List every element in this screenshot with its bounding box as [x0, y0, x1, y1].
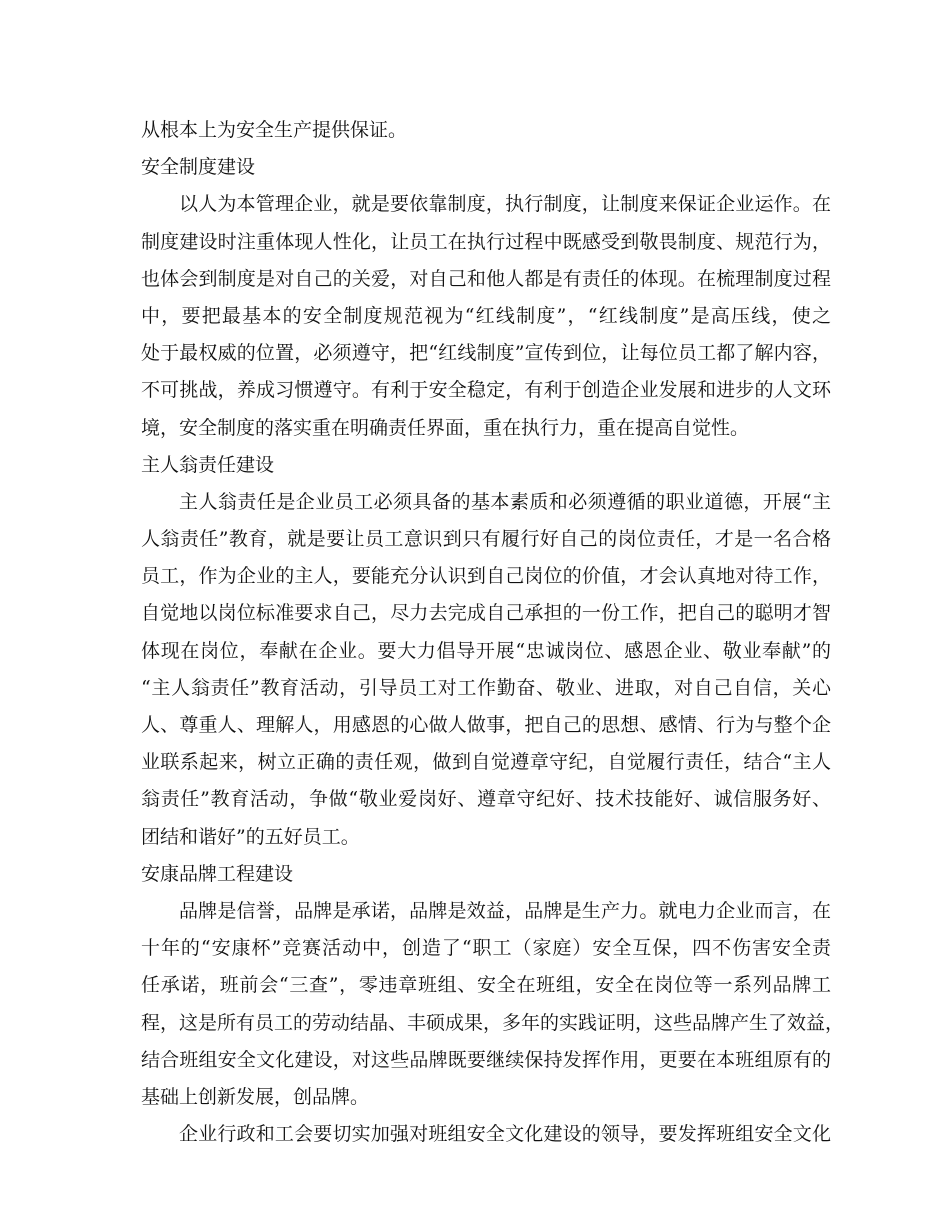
text-line: 品牌是信誉，品牌是承诺，品牌是效益，品牌是生产力。就电力企业而言，在 [179, 899, 831, 922]
text-line: 员工，作为企业的主人，要能充分认识到自己岗位的价值，才会认真地对待工作， [141, 565, 831, 588]
text-line: 结合班组安全文化建设，对这些品牌既要继续保持发挥作用，更要在本班组原有的 [141, 1048, 831, 1071]
text-line: 十年的“安康杯”竞赛活动中，创造了“职工（家庭）安全互保，四不伤害安全责 [141, 937, 831, 960]
paragraph-leadership [141, 1116, 831, 1153]
text-line: 境，安全制度的落实重在明确责任界面，重在执行力，重在提高自觉性。 [141, 416, 750, 439]
text-line: 团结和谐好”的五好员工。 [141, 825, 360, 848]
text-line: 业联系起来，树立正确的责任观，做到自觉遵章守纪，自觉履行责任，结合“主人 [141, 751, 831, 774]
text-line: 以人为本管理企业，就是要依靠制度，执行制度，让制度来保证企业运作。在 [179, 193, 831, 216]
text-line: 人、尊重人、理解人，用感恩的心做人做事，把自己的思想、感情、行为与整个企 [141, 714, 831, 736]
paragraph-ownership [141, 484, 831, 856]
heading-text: 主人翁责任建设 [141, 453, 275, 476]
text-line: 程，这是所有员工的劳动结晶、丰硕成果，多年的实践证明，这些品牌产生了效益， [141, 1011, 845, 1034]
text-line: 主人翁责任是企业员工必须具备的基本素质和必须遵循的职业道德，开展“主 [179, 490, 831, 513]
text-line: 任承诺，班前会“三查”，零违章班组、安全在班组，安全在岗位等一系列品牌工 [141, 974, 831, 997]
section-heading-brand [141, 856, 831, 893]
text-line: 自觉地以岗位标准要求自己，尽力去完成自己承担的一份工作，把自己的聪明才智 [141, 602, 831, 625]
section-heading-ownership [141, 447, 831, 484]
text-line: 企业行政和工会要切实加强对班组安全文化建设的领导，要发挥班组安全文化 [179, 1123, 831, 1146]
text-line: 翁责任”教育活动，争做“敬业爱岗好、遵章守纪好、技术技能好、诚信服务好、 [141, 788, 831, 811]
text-line: 不可挑战，养成习惯遵守。有利于安全稳定，有利于创造企业发展和进步的人文环 [141, 379, 831, 402]
paragraph-continuation [141, 112, 831, 149]
text-line: 制度建设时注重体现人性化，让员工在执行过程中既感受到敬畏制度、规范行为， [141, 230, 831, 253]
text-line: 基础上创新发展，创品牌。 [141, 1085, 370, 1108]
text-line: 也体会到制度是对自己的关爱，对自己和他人都是有责任的体现。在梳理制度过程 [141, 267, 831, 290]
text-line: 人翁责任”教育，就是要让员工意识到只有履行好自己的岗位责任，才是一名合格 [141, 528, 831, 551]
text-line: 中，要把最基本的安全制度规范视为“红线制度”，“红线制度”是高压线，使之 [141, 304, 831, 327]
document-body [141, 112, 845, 1153]
heading-text: 安康品牌工程建设 [141, 862, 294, 885]
text-line: “主人翁责任”教育活动，引导员工对工作勤奋、敬业、进取，对自己自信，关心 [141, 676, 831, 699]
section-heading-safety-system [141, 149, 831, 186]
paragraph-safety-system [141, 186, 831, 446]
text-line: 处于最权威的位置，必须遵守，把“红线制度”宣传到位，让每位员工都了解内容， [141, 342, 831, 365]
text-line: 体现在岗位，奉献在企业。要大力倡导开展“忠诚岗位、感恩企业、敬业奉献”的 [141, 639, 831, 662]
paragraph-brand [141, 893, 845, 1116]
text-line: 从根本上为安全生产提供保证。 [141, 119, 408, 141]
heading-text: 安全制度建设 [141, 156, 256, 179]
